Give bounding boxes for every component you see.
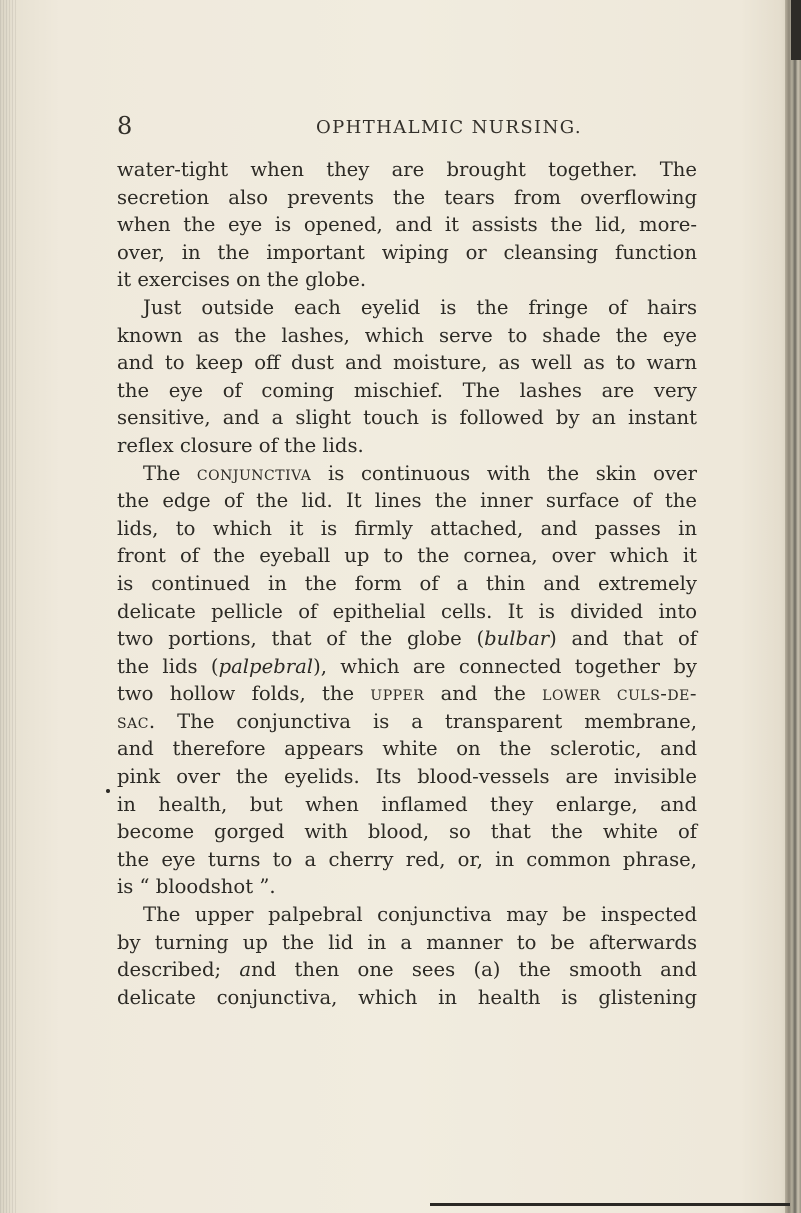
text-line: water-tight when they are brought together. The (117, 158, 697, 181)
styled-term: upper (370, 682, 425, 706)
text-line: known as the lashes, which serve to shade the eye (117, 323, 697, 347)
text-line: pink over the eyelids. Its blood-vessels are invisible (117, 765, 697, 789)
text-line: delicate conjunctiva, which in health is glistening (117, 985, 697, 1009)
paragraph (117, 901, 697, 1011)
page-gutter-shadow (0, 0, 18, 1213)
styled-term: culs-de- (616, 682, 697, 706)
page-corner-mark (791, 0, 801, 60)
text-line: two hollow folds, the upper and the lower culs-de- (117, 682, 697, 706)
text-line: the edge of the lid. It lines the inner surface of the (117, 489, 697, 513)
running-head (0, 112, 801, 142)
text-line: in health, but when inflamed they enlarge, and (117, 792, 697, 816)
styled-term: a (239, 958, 252, 982)
text-line: is continued in the form of a thin and extremely (117, 571, 697, 595)
text-line: two portions, that of the globe (bulbar) and that of (117, 627, 697, 651)
page-number: 8 (117, 112, 133, 140)
text-line: the eye of coming mischief. The lashes are very (117, 378, 697, 402)
text-line: become gorged with blood, so that the white of (117, 820, 697, 844)
bottom-rule (430, 1203, 790, 1206)
page-fore-edge (785, 0, 801, 1213)
text-line: the eye turns to a cherry red, or, in common phrase, (117, 847, 697, 871)
paragraph (117, 156, 697, 294)
paragraph (117, 460, 697, 902)
margin-mark (106, 789, 110, 793)
styled-term: sac (117, 709, 149, 733)
styled-term: lower (542, 682, 601, 706)
text-line: lids, to which it is firmly attached, and passes in (117, 516, 697, 540)
text-line: the lids (palpebral), which are connected together by (117, 654, 698, 678)
text-line: Just outside each eyelid is the fringe of hairs (143, 295, 697, 319)
text-line: and to keep off dust and moisture, as well as to warn (117, 351, 697, 375)
text-line: is “ bloodshot ”. (117, 875, 276, 899)
text-line: sac. The conjunctiva is a transparent membrane, (117, 709, 697, 733)
text-line: reflex closure of the lids. (117, 433, 364, 457)
styled-term: bulbar (484, 627, 550, 651)
text-line: described; and then one sees (a) the smooth and (117, 958, 698, 982)
text-line: The conjunctiva is continuous with the skin over (143, 461, 697, 485)
text-line: delicate pellicle of epithelial cells. It is divided into (117, 599, 697, 623)
styled-term: palpebral (218, 654, 314, 678)
text-line: secretion also prevents the tears from overflowing (117, 185, 697, 209)
text-line: sensitive, and a slight touch is followed by an instant (117, 406, 697, 430)
text-line: over, in the important wiping or cleansing function (117, 240, 697, 264)
text-line: by turning up the lid in a manner to be afterwards (117, 930, 697, 954)
text-line: it exercises on the globe. (117, 268, 367, 292)
text-line: The upper palpebral conjunctiva may be inspected (143, 903, 697, 927)
text-line: and therefore appears white on the sclerotic, and (117, 737, 697, 761)
text-line: when the eye is opened, and it assists the lid, more- (117, 213, 697, 237)
running-title: OPHTHALMIC NURSING. (316, 117, 582, 138)
text-line: front of the eyeball up to the cornea, over which it (117, 544, 697, 568)
body-text (117, 156, 697, 1011)
styled-term: conjunctiva (196, 461, 312, 485)
paragraph (117, 294, 697, 460)
